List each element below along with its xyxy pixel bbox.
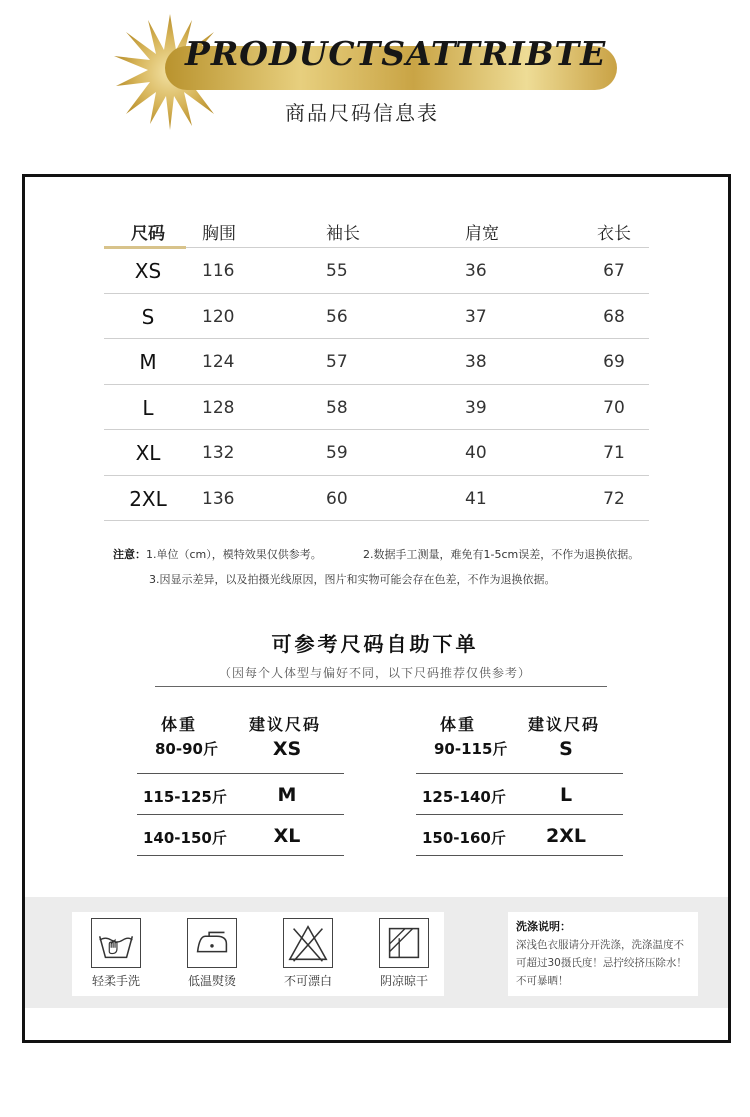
- recommend-row: [416, 774, 623, 815]
- table-row: [104, 294, 649, 340]
- sleeve-cell: 57: [326, 352, 348, 372]
- weight-value: 140-150斤: [143, 829, 227, 847]
- care-item: [364, 918, 444, 989]
- bust-cell: 120: [202, 306, 235, 327]
- no-bleach-icon: [283, 918, 333, 968]
- recommend-header: [137, 710, 344, 734]
- size-cell: 2XL: [129, 486, 167, 511]
- table-row: [104, 476, 649, 522]
- size-value: S: [559, 738, 573, 760]
- hand-wash-icon: [91, 918, 141, 968]
- recommend-row: [137, 734, 344, 774]
- table-row: [104, 248, 649, 294]
- size-value: XS: [272, 738, 302, 760]
- sleeve-cell: 59: [326, 443, 348, 463]
- weight-value: 80-90斤: [155, 740, 218, 758]
- care-item: [76, 918, 156, 989]
- care-label: 轻柔手洗: [91, 974, 140, 988]
- size-cell: XL: [135, 441, 161, 465]
- shoulder-cell: 36: [465, 261, 487, 281]
- sleeve-cell: 60: [326, 488, 348, 509]
- care-instructions: [508, 912, 698, 996]
- note-1: [113, 546, 322, 562]
- recommend-title: 可参考尺码自助下单: [271, 632, 479, 656]
- length-cell: 67: [603, 261, 625, 281]
- page-subtitle: 商品尺码信息表: [285, 101, 439, 125]
- size-cell: L: [142, 395, 154, 420]
- recommend-divider: [155, 686, 607, 687]
- brand-title: PRODUCTSATTRIBTE: [185, 34, 607, 73]
- care-icons-panel: [72, 912, 444, 996]
- recommend-row: [416, 815, 623, 856]
- size-table-header: [104, 211, 649, 248]
- bust-cell: 128: [202, 397, 235, 418]
- care-label: 阴凉晾干: [379, 974, 428, 988]
- header-weight: 体重: [440, 715, 477, 734]
- bust-cell: 124: [202, 352, 235, 372]
- size-cell: M: [139, 350, 157, 374]
- note-2: 2.数据手工测量，难免有1-5cm误差，不作为退换依据。: [363, 548, 640, 561]
- recommend-row: [137, 815, 344, 856]
- recommend-header: [416, 710, 623, 734]
- recommend-row: [137, 774, 344, 815]
- length-cell: 68: [603, 306, 625, 327]
- shade-dry-icon: [379, 918, 429, 968]
- care-instructions-body: 深浅色衣服请分开洗涤，洗涤温度不可超过30摄氏度！忌拧绞挤压除水！不可暴晒！: [516, 939, 687, 987]
- header-size: 尺码: [131, 224, 165, 244]
- weight-value: 125-140斤: [422, 788, 506, 806]
- header-shoulder: 肩宽: [465, 224, 499, 244]
- header-suggested-size: 建议尺码: [249, 715, 322, 734]
- shoulder-cell: 38: [465, 352, 487, 372]
- header-length: 衣长: [597, 224, 631, 244]
- size-value: L: [559, 784, 573, 806]
- care-label: 不可漂白: [283, 974, 332, 988]
- weight-value: 90-115斤: [434, 740, 508, 758]
- shoulder-cell: 39: [465, 397, 487, 418]
- shoulder-cell: 41: [465, 488, 487, 509]
- table-row: [104, 385, 649, 431]
- size-table: [104, 211, 649, 521]
- table-row: [104, 339, 649, 385]
- care-label: 低温熨烫: [187, 974, 236, 988]
- size-value: XL: [273, 825, 301, 847]
- length-cell: 69: [603, 352, 625, 372]
- size-value: M: [277, 784, 297, 806]
- sleeve-cell: 58: [326, 397, 348, 418]
- header-sleeve: 袖长: [326, 224, 360, 244]
- size-cell: S: [141, 304, 155, 329]
- header: [0, 0, 750, 150]
- note-1-text: 1.单位（cm），模特效果仅供参考。: [146, 548, 322, 561]
- care-item: [172, 918, 252, 989]
- care-instructions-title: 洗涤说明：: [516, 920, 571, 933]
- size-cell: XS: [134, 259, 162, 283]
- header-bust: 胸围: [202, 224, 236, 244]
- header-suggested-size: 建议尺码: [528, 715, 601, 734]
- sleeve-cell: 56: [326, 306, 348, 327]
- weight-value: 115-125斤: [143, 788, 227, 806]
- note-label: 注意：: [113, 548, 146, 561]
- weight-value: 150-160斤: [422, 829, 506, 847]
- sleeve-cell: 55: [326, 261, 348, 281]
- bust-cell: 116: [202, 261, 235, 281]
- shoulder-cell: 37: [465, 306, 487, 327]
- recommend-row: [416, 734, 623, 774]
- recommend-table-left: [137, 710, 344, 856]
- recommend-subtitle: （因每个人体型与偏好不同，以下尺码推荐仅供参考）: [218, 666, 531, 680]
- bust-cell: 132: [202, 443, 235, 463]
- shoulder-cell: 40: [465, 443, 487, 463]
- length-cell: 71: [603, 443, 625, 463]
- note-3: 3.因显示差异，以及拍摄光线原因，图片和实物可能会存在色差，不作为退换依据。: [149, 573, 556, 586]
- bust-cell: 136: [202, 488, 235, 509]
- header-weight: 体重: [161, 715, 198, 734]
- size-value: 2XL: [546, 825, 586, 847]
- care-item: [268, 918, 348, 989]
- recommend-table-right: [416, 710, 623, 856]
- length-cell: 70: [603, 397, 625, 418]
- table-row: [104, 430, 649, 476]
- low-iron-icon: [187, 918, 237, 968]
- length-cell: 72: [603, 488, 625, 509]
